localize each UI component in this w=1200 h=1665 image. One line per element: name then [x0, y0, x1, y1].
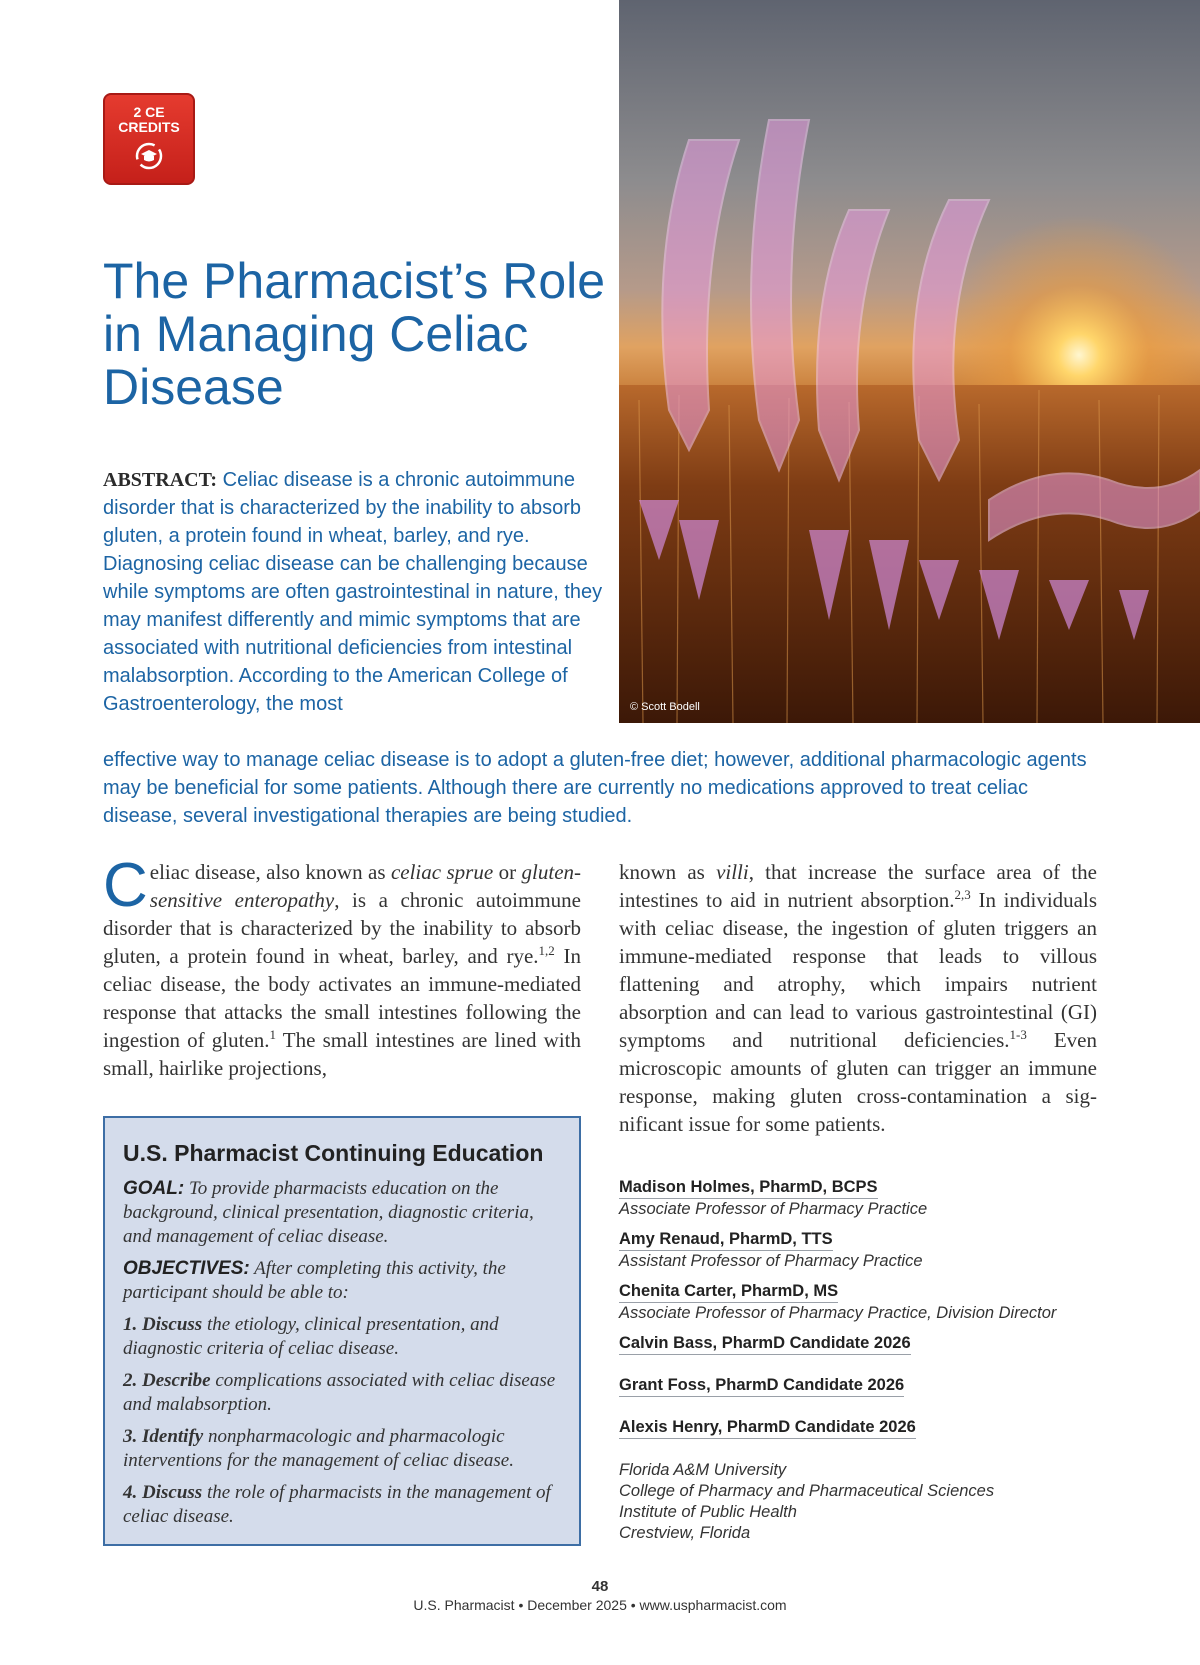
objective-num: 3. — [123, 1426, 142, 1447]
body-column-left — [103, 851, 582, 1082]
abstract-top — [103, 466, 603, 718]
objective-num: 2. — [123, 1370, 142, 1391]
abstract-text-top: Celiac disease is a chronic autoimmune disorder that is characterized by the inability to absorb gluten, a protein found in wheat, barley, and rye. Diagnosing celiac disease can be challenging because while symptoms are often gastrointestinal in nature, they may manifest differently and mimic symptoms that are associated with nutritional deficiencies from intestinal malabsorption. According to the American College of Gastroenterology, the most — [103, 469, 603, 715]
objectives-intro-text: After completing this activity, the participant should be able to: — [123, 1258, 506, 1303]
author-title: Assistant Professor of Pharmacy Practice — [619, 1252, 923, 1270]
body-italic: villi — [716, 860, 749, 884]
page-footer — [0, 1578, 1200, 1614]
hero-image — [619, 0, 1200, 723]
body-text: known as — [619, 860, 717, 884]
author-entry — [619, 1230, 1179, 1271]
author-entry — [619, 1376, 1179, 1397]
image-credit: © Scott Bodell — [630, 701, 700, 713]
author-list — [619, 1178, 1179, 1544]
objective-text: the etiology, clinical presentation, and diagnostic criteria of celiac disease. — [123, 1314, 499, 1359]
page-number: 48 — [591, 1578, 609, 1595]
objective-num: 4. — [123, 1482, 142, 1503]
objective-text: complications associated with celiac disease and malabsorption. — [123, 1370, 556, 1415]
objective-text: the role of pharmacists in the management of celiac disease. — [123, 1482, 551, 1527]
author-title: Associate Professor of Pharmacy Practice, Division Director — [619, 1304, 1057, 1322]
ce-info-box — [103, 1116, 581, 1546]
affiliation-line: College of Pharmacy and Pharmaceutical Sciences — [619, 1482, 995, 1500]
objective-num: 1. — [123, 1314, 142, 1335]
citation: 1-3 — [1009, 1027, 1027, 1042]
body-italic: gluten-sensitive enteropathy — [149, 860, 582, 912]
objective-text: nonpharmacologic and pharmacologic interventions for the management of celiac disease. — [123, 1426, 514, 1471]
objective-verb: Discuss — [142, 1482, 203, 1503]
objective-verb: Discuss — [142, 1314, 203, 1335]
objective-item — [123, 1481, 561, 1529]
author-name: Calvin Bass, PharmD Candidate 2026 — [619, 1334, 911, 1355]
citation: 2,3 — [954, 887, 971, 902]
badge-line-1: 2 CE — [133, 104, 165, 120]
ce-box-title: U.S. Pharmacist Continuing Education — [123, 1140, 544, 1166]
footer-line: U.S. Pharmacist • December 2025 • www.uspharmacist.com — [413, 1597, 787, 1613]
body-text: , is a chronic autoimmune disorder that is characterized by the inability to absorb gluten, a protein found in wheat, barley, and rye. — [103, 888, 581, 968]
article-title: The Pharmacist’s Role in Managing Celiac Disease — [103, 253, 606, 415]
author-affiliation — [619, 1460, 1179, 1544]
abstract-label: ABSTRACT: — [103, 469, 218, 491]
abstract-text-bottom: effective way to manage celiac disease is to adopt a gluten-free diet; however, additional pharmacologic agents may be beneficial for some patients. Although there are currently no medications approved to treat celiac disease, several investigational therapies are being studied. — [103, 749, 1087, 827]
body-text: In celiac disease, the body activates an immune-mediated response that attacks the small intestines following the ingestion of gluten. — [103, 944, 581, 1052]
ce-credits-badge — [103, 93, 195, 185]
affiliation-line: Institute of Public Health — [619, 1503, 797, 1521]
author-entry — [619, 1178, 1179, 1219]
author-name: Grant Foss, PharmD Candidate 2026 — [619, 1376, 904, 1397]
mortarboard-cycle-icon — [134, 141, 164, 171]
villi-wheat-illustration — [619, 0, 1200, 723]
author-name: Chenita Carter, PharmD, MS — [619, 1282, 838, 1303]
body-text: , that increase the surface area of the intestines to aid in nutrient absorption. — [619, 860, 1097, 912]
goal-label: GOAL: — [123, 1178, 185, 1199]
author-entry — [619, 1282, 1179, 1323]
objectives-label: OBJECTIVES: — [123, 1258, 250, 1279]
author-title: Associate Professor of Pharmacy Practice — [619, 1200, 928, 1218]
citation: 1 — [269, 1027, 277, 1042]
author-entry — [619, 1334, 1179, 1355]
citation: 1,2 — [538, 943, 555, 958]
author-name: Amy Renaud, PharmD, TTS — [619, 1230, 833, 1251]
affiliation-line: Crestview, Florida — [619, 1524, 751, 1542]
objective-item — [123, 1425, 561, 1473]
ce-goal — [123, 1177, 561, 1249]
body-text: or — [493, 860, 522, 884]
affiliation-line: Florida A&M University — [619, 1461, 787, 1479]
author-entry — [619, 1418, 1179, 1439]
goal-text: To provide pharmacists education on the background, clinical presentation, diagnostic criteria, and management of celiac disease. — [123, 1178, 534, 1247]
author-name: Alexis Henry, PharmD Candidate 2026 — [619, 1418, 916, 1439]
body-italic: celiac sprue — [390, 860, 494, 884]
badge-line-2: CREDITS — [118, 119, 180, 135]
objective-verb: Describe — [142, 1370, 211, 1391]
objective-item — [123, 1369, 561, 1417]
author-name: Madison Holmes, PharmD, BCPS — [619, 1178, 878, 1199]
body-text: Even microscopic amounts of gluten can trigger an immune response, making gluten cross-contamination a significant issue for some patients. — [619, 1028, 1097, 1136]
body-text: eliac disease, also known as — [149, 860, 391, 884]
objective-verb: Identify — [142, 1426, 204, 1447]
objective-item — [123, 1313, 561, 1361]
body-text: In individuals with celiac disease, the ingestion of gluten triggers an immune-mediated response that leads to villous flattening and atrophy, which impairs nutrient absorption and can lead to various gastrointestinal (GI) symptoms and nutritional deficiencies. — [619, 888, 1098, 1052]
ce-objectives-intro — [123, 1257, 561, 1305]
body-column-right — [619, 858, 1097, 1138]
drop-cap: C — [103, 851, 148, 920]
body-text: The small intestines are lined with small, hairlike projections, — [103, 1028, 581, 1080]
